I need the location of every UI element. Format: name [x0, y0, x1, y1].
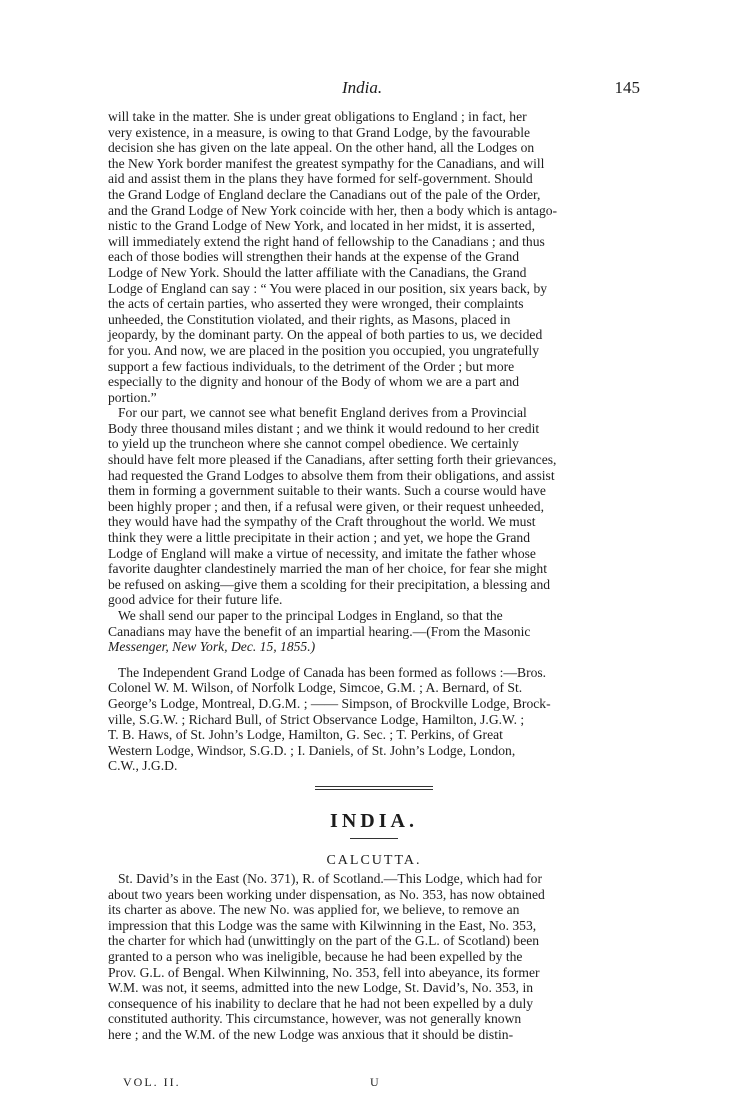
text-line: For our part, we cannot see what benefit England derives from a Provincial [118, 405, 527, 421]
signature-mark: U [370, 1075, 379, 1089]
subsection-title: CALCUTTA. [326, 852, 422, 868]
text-line: they would have had the sympathy of the Craft throughout the world. We must [108, 514, 536, 530]
text-line: Body three thousand miles distant ; and we think it would redound to her credit [108, 420, 540, 436]
text-line: here ; and the W.M. of the new Lodge was anxious that it should be distin- [108, 1026, 514, 1042]
text-line: Prov. G.L. of Bengal. When Kilwinning, No. 353, fell into abeyance, its former [108, 964, 540, 980]
text-line: favorite daughter clandestinely married the man of her choice, for fear she might [108, 561, 547, 577]
text-line: Colonel W. M. Wilson, of Norfolk Lodge, Simcoe, G.M. ; A. Bernard, of St. [108, 680, 523, 696]
text-line: T. B. Haws, of St. John’s Lodge, Hamilton, G. Sec. ; T. Perkins, of Great [108, 727, 503, 743]
text-line: the acts of certain parties, who asserted they were wronged, their complaints [108, 296, 524, 312]
text-line: Lodge of England can say : “ You were placed in our position, six years back, by [108, 280, 548, 296]
text-line: impression that this Lodge was the same with Kilwinning in the East, No. 353, [108, 917, 537, 933]
main-text [108, 109, 640, 1042]
paragraph-st-davids [108, 871, 640, 1043]
text-line: its charter as above. The new No. was applied for, we believe, to remove an [108, 902, 520, 918]
paragraph-canada-new-york [108, 109, 640, 405]
text-line: C.W., J.G.D. [108, 758, 178, 774]
volume-mark: VOL. II. [123, 1075, 181, 1089]
paragraph-gap [108, 655, 640, 665]
paragraph-source-note [108, 608, 640, 655]
text-line: George’s Lodge, Montreal, D.G.M. ; —— Simpson, of Brockville Lodge, Brock- [108, 695, 551, 711]
page-number: 145 [614, 78, 640, 97]
page-footer [123, 1075, 640, 1091]
text-line: aid and assist them in the plans they have formed for self-government. Should [108, 171, 533, 187]
running-title: India. [342, 78, 383, 97]
text-line: unheeded, the Constitution violated, and their rights, as Masons, placed in [108, 311, 511, 327]
text-line: the charter for which had (unwittingly on the part of the G.L. of Scotland) been [108, 933, 540, 949]
text-line: granted to a person who was ineligible, because he had been expelled by the [108, 948, 523, 964]
text-line: very existence, in a measure, is owing to that Grand Lodge, by the favourable [108, 124, 531, 140]
text-line: Lodge of New York. Should the latter affiliate with the Canadians, the Grand [108, 264, 527, 280]
text-line: for you. And now, we are placed in the position you occupied, you ungratefully [108, 342, 539, 358]
text-line: especially to the dignity and honour of the Body of whom we are a part and [108, 374, 520, 390]
text-line: Western Lodge, Windsor, S.G.D. ; I. Daniels, of St. John’s Lodge, London, [108, 742, 516, 758]
section-divider [315, 786, 433, 790]
paragraph-grand-lodge-officers [108, 665, 640, 774]
section-title: INDIA. [330, 809, 418, 832]
paragraph-provincial-body [108, 405, 640, 608]
text-line: each of those bodies will strengthen their hands at the expense of the Grand [108, 249, 520, 265]
text-line: had requested the Grand Lodges to absolve them from their obligations, and assist [108, 467, 555, 483]
text-line: and the Grand Lodge of New York coincide with her, then a body which is antago- [108, 202, 558, 218]
text-line: Canadians may have the benefit of an impartial hearing.—(From the Masonic [108, 623, 531, 639]
text-line: portion.” [108, 389, 157, 405]
text-line: will immediately extend the right hand of fellowship to the Canadians ; and thus [108, 233, 545, 249]
text-line: support a few factious individuals, to the detriment of the Order ; but more [108, 358, 515, 374]
text-line: W.M. was not, it seems, admitted into the new Lodge, St. David’s, No. 353, in [108, 980, 534, 996]
text-line: good advice for their future life. [108, 592, 283, 608]
text-line: ville, S.G.W. ; Richard Bull, of Strict Observance Lodge, Hamilton, J.G.W. ; [108, 711, 525, 727]
text-line: be refused on asking—give them a scolding for their precipitation, a blessing and [108, 576, 551, 592]
text-line: consequence of his inability to declare that he had not been expelled by a duly [108, 995, 534, 1011]
text-line: We shall send our paper to the principal Lodges in England, so that the [118, 608, 503, 623]
text-line: to yield up the truncheon where she cannot compel obedience. We certainly [108, 436, 519, 452]
text-line: Messenger, New York, Dec. 15, 1855.) [108, 639, 316, 655]
text-line: constituted authority. This circumstance, however, was not generally known [108, 1011, 522, 1027]
text-line: Lodge of England will make a virtue of necessity, and imitate the father whose [108, 545, 536, 561]
running-head [108, 78, 640, 100]
text-line: the Grand Lodge of England declare the Canadians out of the pale of the Order, [108, 186, 541, 202]
text-line: decision she has given on the late appeal. On the other hand, all the Lodges on [108, 140, 535, 156]
text-line: about two years been working under dispensation, as No. 353, has now obtained [108, 886, 545, 902]
text-line: will take in the matter. She is under great obligations to England ; in fact, her [108, 109, 527, 124]
text-line: the New York border manifest the greatest sympathy for the Canadians, and will [108, 155, 545, 171]
text-line: St. David’s in the East (No. 371), R. of Scotland.—This Lodge, which had for [118, 870, 542, 886]
text-line: should have felt more pleased if the Canadians, after setting forth their grievances, [108, 452, 557, 468]
text-line: jeopardy, by the dominant party. On the appeal of both parties to us, we decided [108, 327, 543, 343]
text-line: been highly proper ; and then, if a refusal were given, or their request unheeded, [108, 498, 544, 514]
text-line: nistic to the Grand Lodge of New York, and located in her midst, it is asserted, [108, 218, 535, 234]
text-line: them in forming a government suitable to their wants. Such a course would have [108, 483, 546, 499]
title-rule [350, 838, 398, 839]
text-line: think they were a little precipitate in their action ; and yet, we hope the Grand [108, 530, 531, 546]
text-line: The Independent Grand Lodge of Canada has been formed as follows :—Bros. [118, 664, 547, 680]
